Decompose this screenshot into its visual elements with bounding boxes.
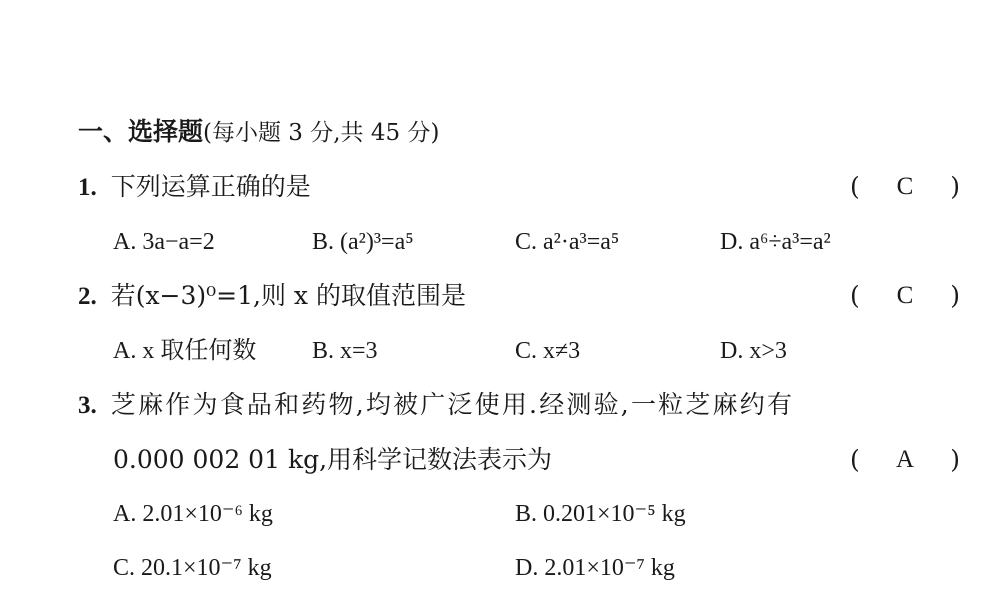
question-2-answer: ( C ) bbox=[850, 281, 960, 310]
question-3-option-a: A. 2.01×10⁻⁶ kg bbox=[113, 501, 273, 527]
question-text: 芝麻作为食品和药物,均被广泛使用.经测验,一粒芝麻约有 bbox=[110, 390, 795, 419]
question-2-option-b: B. x=3 bbox=[312, 338, 378, 364]
question-3-stem-line-1 bbox=[78, 390, 794, 421]
question-1-option-d: D. a⁶÷a³=a² bbox=[720, 229, 831, 255]
section-subtitle: (每小题 3 分,共 45 分) bbox=[203, 120, 440, 146]
question-3-option-c: C. 20.1×10⁻⁷ kg bbox=[113, 555, 272, 581]
question-1-option-b: B. (a²)³=a⁵ bbox=[312, 229, 414, 255]
question-text: 若(x−3)⁰=1,则 x 的取值范围是 bbox=[110, 281, 466, 310]
question-2-option-d: D. x>3 bbox=[720, 338, 787, 364]
section-heading bbox=[78, 117, 439, 148]
question-1-stem bbox=[78, 172, 311, 203]
question-2-stem bbox=[78, 281, 466, 312]
question-text: 0.000 002 01 kg,用科学记数法表示为 bbox=[113, 445, 553, 474]
question-number: 2. bbox=[78, 283, 97, 310]
question-text: 下列运算正确的是 bbox=[110, 172, 311, 201]
answer-letter: A bbox=[895, 446, 915, 473]
question-2-option-c: C. x≠3 bbox=[515, 338, 581, 364]
answer-letter: C bbox=[896, 173, 914, 200]
question-number: 1. bbox=[78, 174, 97, 201]
question-3-option-b: B. 0.201×10⁻⁵ kg bbox=[515, 501, 686, 527]
question-1-option-a: A. 3a−a=2 bbox=[113, 229, 215, 255]
question-2-option-a: A. x 取任何数 bbox=[113, 338, 257, 364]
section-title: 一、选择题 bbox=[78, 117, 204, 146]
question-3-stem-line-2 bbox=[113, 445, 552, 475]
question-3-option-d: D. 2.01×10⁻⁷ kg bbox=[515, 555, 675, 581]
question-1-answer: ( C ) bbox=[850, 172, 960, 201]
question-3-answer: ( A ) bbox=[850, 445, 960, 474]
question-1-option-c: C. a²·a³=a⁵ bbox=[515, 229, 620, 255]
question-number: 3. bbox=[78, 392, 97, 419]
answer-letter: C bbox=[896, 282, 914, 309]
